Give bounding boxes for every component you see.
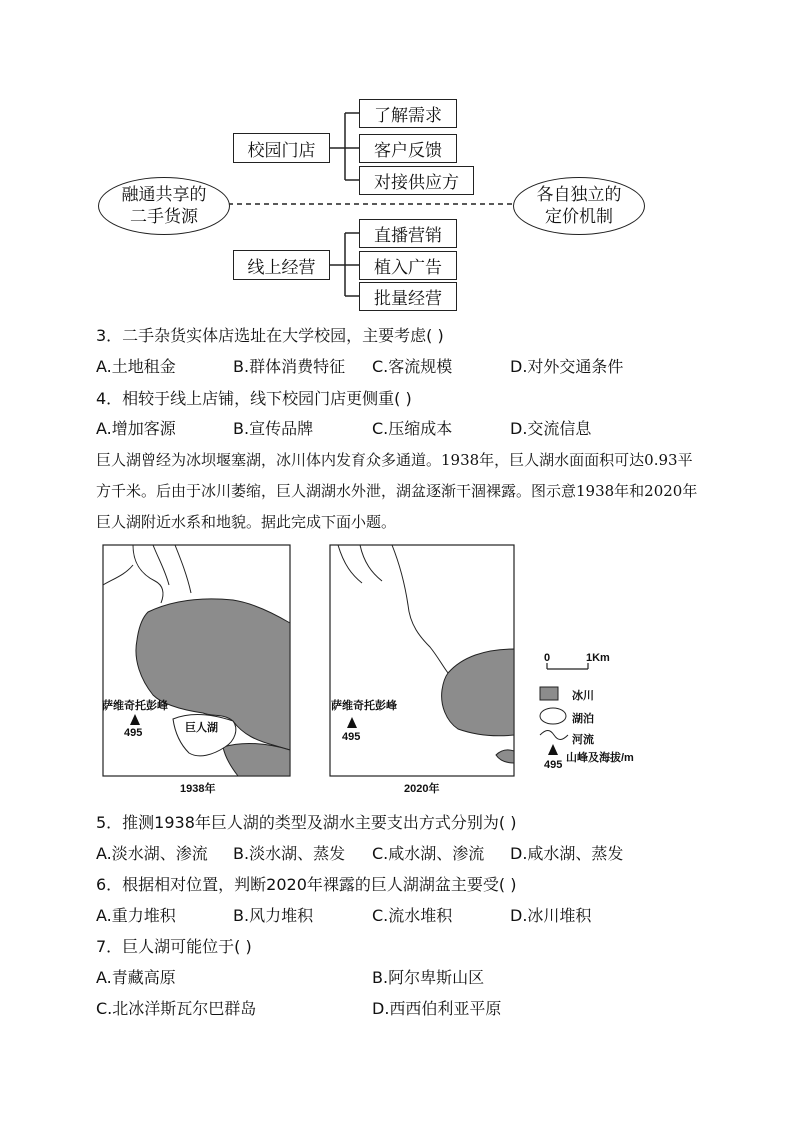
node-online: 线上经营 bbox=[233, 250, 330, 280]
question-7-option-a: A.青藏高原 bbox=[96, 968, 176, 987]
question-6-option-c: C.流水堆积 bbox=[372, 906, 453, 925]
question-3-option-d: D.对外交通条件 bbox=[510, 357, 624, 376]
legend-lake: 湖泊 bbox=[572, 713, 594, 725]
map-1938-peak-height: 495 bbox=[124, 727, 143, 739]
question-4-stem: 4．相较于线上店铺，线下校园门店更侧重( ) bbox=[96, 389, 412, 408]
right-oval-line2: 定价机制 bbox=[545, 207, 613, 227]
passage-text: 巨人湖曾经为冰坝堰塞湖，冰川体内发育众多通道。1938年，巨人湖水面面积可达0.93平方千米。后由于冰川萎缩，巨人湖湖水外泄，湖盆逐渐干涸裸露。图示意1938年和2020年巨人湖附近水系和地貌。据此完成下面小题。 bbox=[96, 451, 698, 531]
legend-peak-icon bbox=[548, 744, 558, 755]
question-7-option-b: B.阿尔卑斯山区 bbox=[372, 968, 485, 987]
question-7-option-c: C.北冰洋斯瓦尔巴群岛 bbox=[96, 999, 257, 1018]
right-oval-line1: 各自独立的 bbox=[536, 185, 622, 205]
question-5-option-b: B.淡水湖、蒸发 bbox=[233, 844, 346, 863]
node-top-child-3: 对接供应方 bbox=[359, 166, 474, 195]
map-1938-lake-label: 巨人湖 bbox=[185, 722, 218, 734]
map-1938 bbox=[103, 545, 290, 776]
node-bottom-child-3: 批量经营 bbox=[359, 282, 457, 311]
question-3-option-b: B.群体消费特征 bbox=[233, 357, 346, 376]
question-4-option-c: C.压缩成本 bbox=[372, 419, 453, 438]
question-5-option-c: C.咸水湖、渗流 bbox=[372, 844, 485, 863]
legend-peak: 山峰及海拔/m bbox=[566, 752, 634, 764]
question-7-stem: 7．巨人湖可能位于( ) bbox=[96, 937, 252, 956]
legend-river: 河流 bbox=[572, 734, 594, 746]
legend-glacier: 冰川 bbox=[572, 690, 594, 702]
map-2020-peak-height: 495 bbox=[342, 731, 361, 743]
left-oval bbox=[98, 177, 230, 235]
node-campus-store: 校园门店 bbox=[233, 133, 330, 163]
question-7-option-d: D.西西伯利亚平原 bbox=[372, 999, 502, 1018]
map-svg bbox=[0, 535, 794, 800]
question-5-stem: 5．推测1938年巨人湖的类型及湖水主要支出方式分别为( ) bbox=[96, 813, 517, 832]
left-oval-line1: 融通共享的 bbox=[121, 185, 207, 205]
question-6-option-d: D.冰川堆积 bbox=[510, 906, 592, 925]
left-oval-line2: 二手货源 bbox=[130, 207, 198, 227]
question-5-option-d: D.咸水湖、蒸发 bbox=[510, 844, 624, 863]
scale-unit: 1Km bbox=[586, 652, 610, 664]
map-2020-peak-name: 萨维奇托彭峰 bbox=[331, 700, 397, 712]
question-6-stem: 6．根据相对位置，判断2020年裸露的巨人湖湖盆主要受( ) bbox=[96, 875, 517, 894]
scale-zero: 0 bbox=[544, 652, 551, 664]
right-oval bbox=[513, 177, 645, 235]
node-bottom-child-2: 植入广告 bbox=[359, 251, 457, 280]
map-2020-caption: 2020年 bbox=[404, 783, 440, 795]
map-1938-caption: 1938年 bbox=[180, 783, 216, 795]
question-4-option-d: D.交流信息 bbox=[510, 419, 592, 438]
legend-peak-value: 495 bbox=[544, 759, 563, 771]
question-6-option-a: A.重力堆积 bbox=[96, 906, 176, 925]
question-3-stem: 3．二手杂货实体店选址在大学校园，主要考虑( ) bbox=[96, 326, 444, 345]
question-5-option-a: A.淡水湖、渗流 bbox=[96, 844, 208, 863]
node-bottom-child-1: 直播营销 bbox=[359, 219, 457, 248]
node-top-child-2: 客户反馈 bbox=[359, 134, 457, 163]
node-top-child-1: 了解需求 bbox=[359, 99, 457, 128]
question-4-option-a: A.增加客源 bbox=[96, 419, 176, 438]
question-3-option-c: C.客流规模 bbox=[372, 357, 453, 376]
question-6-option-b: B.风力堆积 bbox=[233, 906, 314, 925]
question-4-option-b: B.宣传品牌 bbox=[233, 419, 314, 438]
map-1938-peak-name: 萨维奇托彭峰 bbox=[102, 700, 168, 712]
question-3-option-a: A.土地租金 bbox=[96, 357, 176, 376]
